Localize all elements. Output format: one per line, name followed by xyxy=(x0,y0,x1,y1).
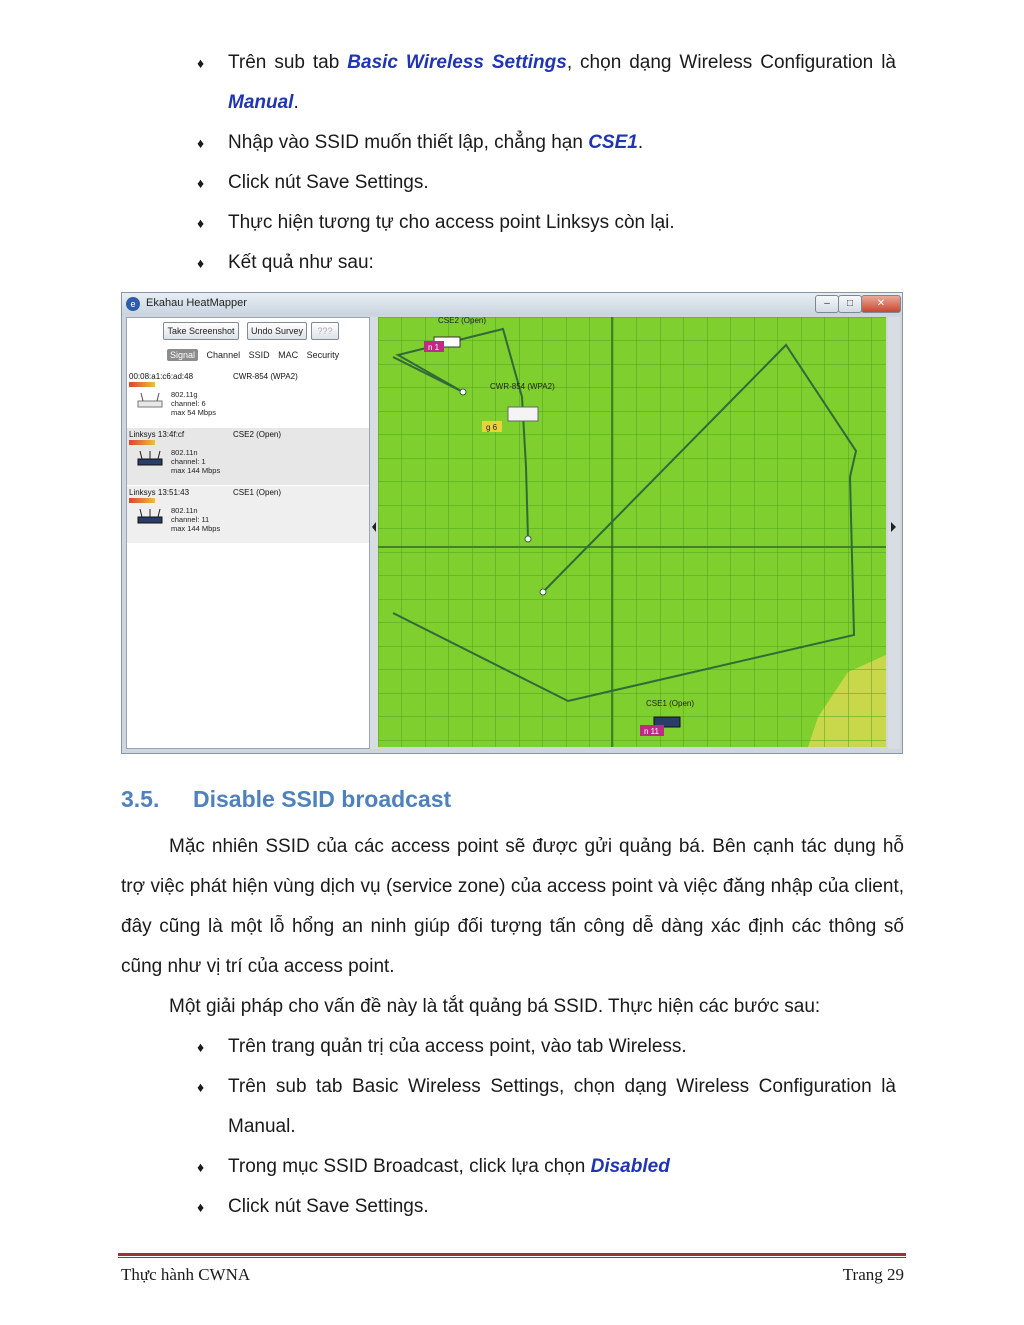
disabled-button[interactable]: ??? xyxy=(311,322,339,340)
ap-mac: Linksys 13:51:43 xyxy=(129,488,190,497)
tab-ssid[interactable]: SSID xyxy=(248,350,270,360)
panel-splitter[interactable] xyxy=(370,317,378,749)
paragraph: Một giải pháp cho vấn đề này là tắt quảng bá SSID. Thực hiện các bước sau: xyxy=(169,996,821,1017)
bullet-dot-icon: ♦ xyxy=(197,135,205,151)
bullet-item: ♦ Click nút Save Settings. xyxy=(0,163,1024,203)
heatmap-canvas[interactable] xyxy=(378,317,886,747)
bullet-item: ♦ Trong mục SSID Broadcast, click lựa chọn Disabled xyxy=(0,1147,1024,1187)
bullet-item: ♦ Kết quả như sau: xyxy=(0,243,1024,283)
highlight: Manual xyxy=(228,92,294,113)
section-title: Disable SSID broadcast xyxy=(193,786,452,812)
bullet-item: ♦ Thực hiện tương tự cho access point Linksys còn lại. xyxy=(0,203,1024,243)
highlight: Basic Wireless Settings xyxy=(347,52,567,73)
ap-list-panel xyxy=(126,317,370,749)
ap-list-item[interactable] xyxy=(127,428,369,485)
ap-mac: 00:08:a1:c6:ad:48 xyxy=(129,372,194,381)
bullet-dot-icon: ♦ xyxy=(197,215,205,231)
bullet-item: ♦ Click nút Save Settings. xyxy=(0,1187,1024,1227)
router-icon xyxy=(135,450,165,468)
minimize-button[interactable]: – xyxy=(815,295,839,313)
bullet-item: ♦ Trên sub tab Basic Wireless Settings, chọn dạng Wireless Configuration là Manual. xyxy=(0,43,1024,123)
bottom-bullet-list xyxy=(0,1027,1024,1227)
bullet-dot-icon: ♦ xyxy=(197,1039,205,1055)
svg-text:n 11: n 11 xyxy=(644,727,659,736)
close-button[interactable]: ✕ xyxy=(861,295,901,313)
heatmapper-window xyxy=(121,292,903,754)
collapse-left-icon xyxy=(370,317,378,749)
section-number: 3.5. xyxy=(121,786,160,812)
router-icon xyxy=(135,392,165,410)
bullet-dot-icon: ♦ xyxy=(197,1199,205,1215)
section-heading xyxy=(121,786,451,813)
bullet-dot-icon: ♦ xyxy=(197,1159,205,1175)
bullet-dot-icon: ♦ xyxy=(197,175,205,191)
bullet-dot-icon: ♦ xyxy=(197,255,205,271)
page-number: Trang 29 xyxy=(842,1265,904,1284)
ap-mac: Linksys 13:4f:cf xyxy=(129,430,185,439)
ap-list-item[interactable] xyxy=(127,370,369,427)
bullet-dot-icon: ♦ xyxy=(197,1079,205,1095)
highlight: Disabled xyxy=(590,1156,670,1177)
right-panel-bar[interactable] xyxy=(888,317,900,749)
signal-bar xyxy=(129,440,155,445)
maximize-button[interactable]: □ xyxy=(838,295,862,313)
paragraph: Mặc nhiên SSID của các access point sẽ được gửi quảng bá. Bên cạnh tác dụng hỗ trợ việc phát hiện vùng dịch vụ (service zone) của access point và việc đăng nhập của client, đây cũng là một lỗ hổng an ninh giúp đối tượng tấn công dễ dàng xác định các thông số cũng như vị trí của access point. xyxy=(121,836,904,977)
tab-channel[interactable]: Channel xyxy=(206,350,241,360)
ap-ssid: CSE1 (Open) xyxy=(233,488,282,497)
footer-rule xyxy=(118,1253,906,1256)
highlight: CSE1 xyxy=(588,132,638,153)
ap-ssid: CWR-854 (WPA2) xyxy=(233,372,298,381)
bullet-item: ♦ Nhập vào SSID muốn thiết lập, chẳng hạn CSE1. xyxy=(0,123,1024,163)
tab-mac[interactable]: MAC xyxy=(278,350,299,360)
take-screenshot-button[interactable]: Take Screenshot xyxy=(163,322,239,340)
app-logo-icon: e xyxy=(126,297,140,311)
ap-specs: 802.11n channel: 1 max 144 Mbps xyxy=(171,448,221,475)
window-title: Ekahau HeatMapper xyxy=(146,297,247,309)
undo-survey-button[interactable]: Undo Survey xyxy=(247,322,307,340)
router-icon xyxy=(135,508,165,526)
signal-bar xyxy=(129,382,155,387)
top-bullet-list xyxy=(0,43,1024,283)
bullet-item: ♦ Trên trang quản trị của access point, vào tab Wireless. xyxy=(0,1027,1024,1067)
bullet-item: ♦ Trên sub tab Basic Wireless Settings, chọn dạng Wireless Configuration là Manual. xyxy=(0,1067,1024,1147)
view-tabs xyxy=(167,350,345,360)
svg-text:CWR-854 (WPA2): CWR-854 (WPA2) xyxy=(490,382,555,391)
ap-ssid: CSE2 (Open) xyxy=(233,430,282,439)
footer-rule xyxy=(118,1257,906,1258)
ap-specs: 802.11g channel: 6 max 54 Mbps xyxy=(171,390,217,417)
svg-text:CSE2 (Open): CSE2 (Open) xyxy=(438,317,487,325)
svg-text:g 6: g 6 xyxy=(486,423,498,432)
ap-list-item[interactable] xyxy=(127,486,369,543)
tab-signal[interactable]: Signal xyxy=(167,349,198,361)
tab-security[interactable]: Security xyxy=(306,350,340,360)
svg-text:n 1: n 1 xyxy=(428,343,440,352)
bullet-dot-icon: ♦ xyxy=(197,55,205,71)
window-titlebar[interactable] xyxy=(122,293,902,315)
svg-text:CSE1 (Open): CSE1 (Open) xyxy=(646,699,695,708)
collapse-right-icon xyxy=(888,317,900,749)
signal-bar xyxy=(129,498,155,503)
footer-title: Thực hành CWNA xyxy=(121,1265,251,1284)
ap-specs: 802.11n channel: 11 max 144 Mbps xyxy=(171,506,221,533)
router-icon xyxy=(508,407,538,421)
